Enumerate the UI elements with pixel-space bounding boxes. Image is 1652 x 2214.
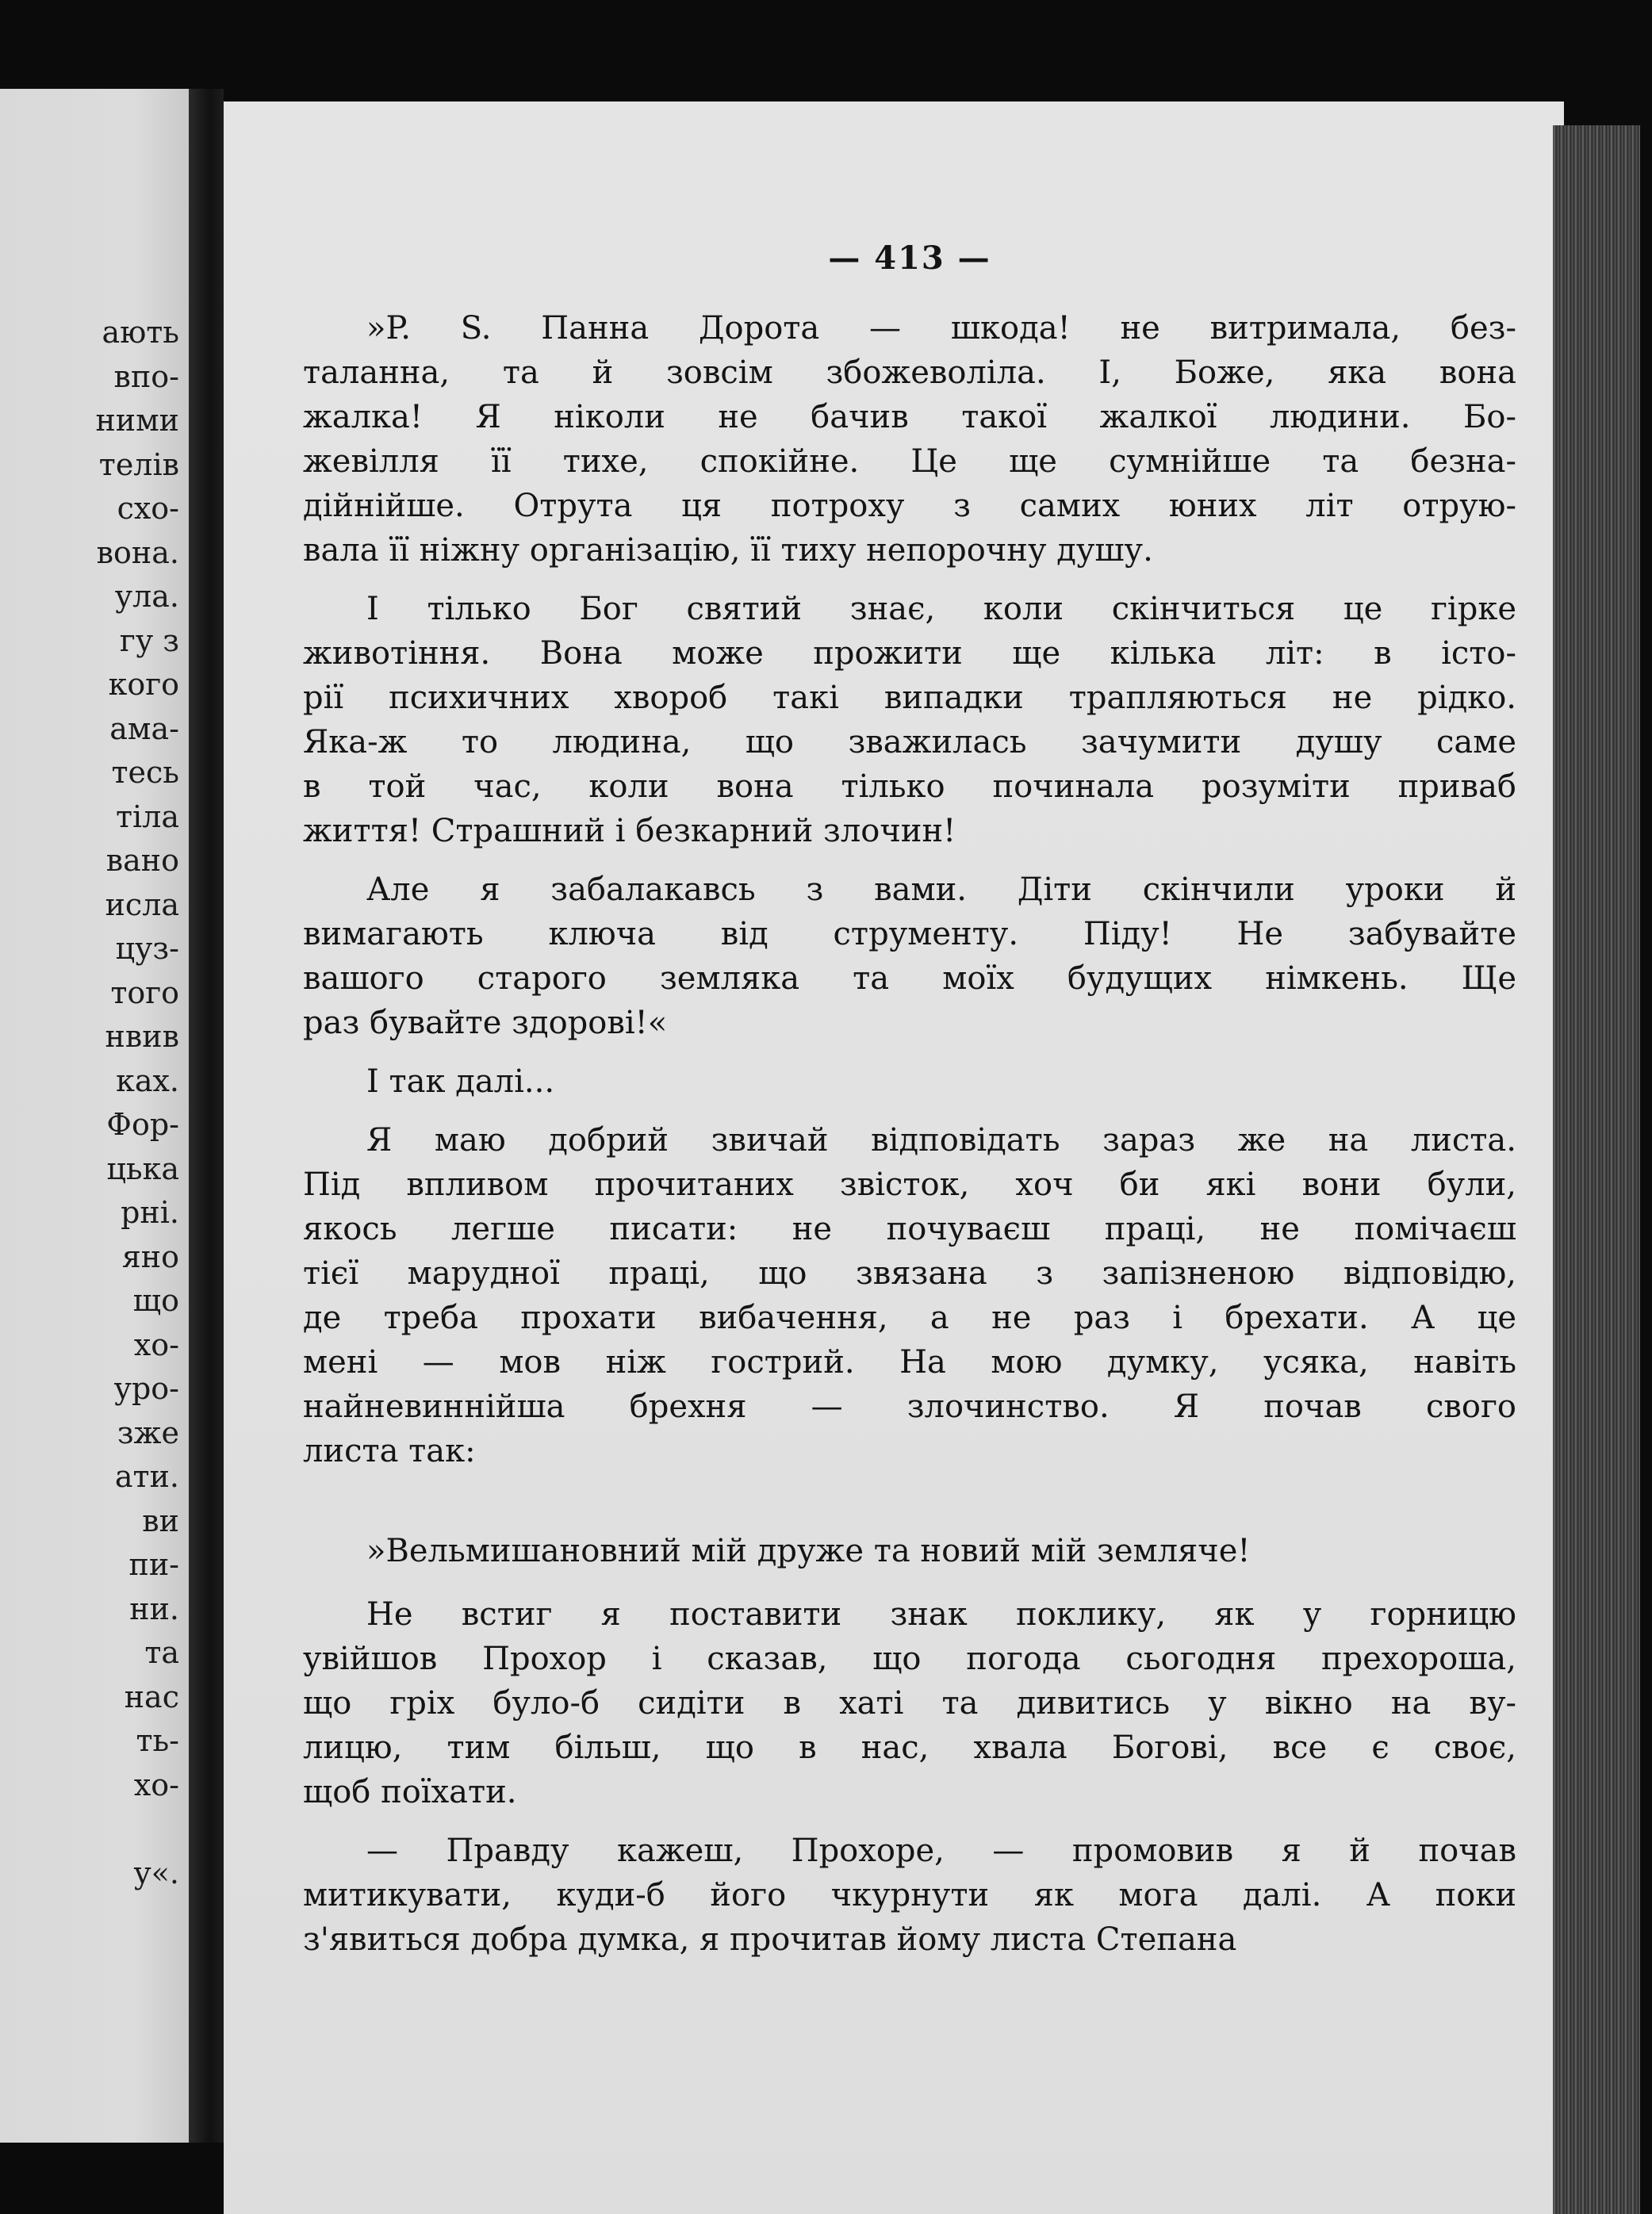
left-page-line: тіла xyxy=(116,799,179,834)
paragraph xyxy=(303,306,1516,573)
text-line: дійнійше. Отрута ця потроху з самих юних літ отрую- xyxy=(303,488,1516,524)
paragraph xyxy=(303,868,1516,1045)
main-page xyxy=(224,102,1564,2214)
text-line: вимагають ключа від струменту. Піду! Не забувайте xyxy=(303,916,1516,952)
left-page-line: ними xyxy=(95,403,179,438)
text-line: вашого старого земляка та моїх будущих німкень. Ще xyxy=(303,960,1516,997)
text-line: увійшов Прохор і сказав, що погода сьогодня прехороша, xyxy=(303,1641,1516,1677)
left-page-line: та xyxy=(144,1635,179,1670)
left-page-line: зже xyxy=(117,1415,179,1450)
left-page-line: впо- xyxy=(113,358,179,394)
left-page-line: Фор- xyxy=(106,1107,179,1142)
paragraph xyxy=(303,1829,1516,1962)
text-line: таланна, та й зовсім збожеволіла. І, Боже, яка вона xyxy=(303,354,1516,391)
left-page-line: кого xyxy=(108,667,179,702)
letter-salutation: »Вельмишановний мій друже та новий мій земляче! xyxy=(366,1533,1251,1569)
text-line: щоб поїхати. xyxy=(303,1774,517,1810)
text-line: Але я забалакавсь з вами. Діти скінчили уроки й xyxy=(366,871,1516,908)
text-line: мені — мов ніж гострий. На мою думку, усяка, навіть xyxy=(303,1344,1516,1381)
text-line: Яка-ж то людина, що зважилась зачумити душу саме xyxy=(303,724,1516,760)
text-line: лицю, тим більш, що в нас, хвала Богові, все є своє, xyxy=(303,1729,1516,1766)
text-line: вала її ніжну організацію, її тиху непорочну душу. xyxy=(303,532,1153,569)
book-gutter xyxy=(189,89,224,2143)
left-page-line: ають xyxy=(102,315,179,350)
left-page-line: ках. xyxy=(116,1063,179,1098)
left-page-line: нас xyxy=(124,1679,179,1714)
text-line: І так далі... xyxy=(366,1063,555,1100)
page-stack-edges xyxy=(1553,125,1640,2214)
text-line: Я маю добрий звичай відповідать зараз же на листа. xyxy=(366,1122,1516,1159)
left-page-line: ама- xyxy=(109,711,179,746)
left-page-line: цька xyxy=(106,1151,179,1186)
left-page-line: вона. xyxy=(96,534,179,570)
text-line: Не встиг я поставити знак поклику, як у горницю xyxy=(366,1596,1516,1633)
text-line: »P. S. Панна Дорота — шкода! не витримала, без- xyxy=(366,310,1516,347)
left-page xyxy=(0,89,190,2143)
left-page-line: рні. xyxy=(121,1195,179,1230)
text-line: в той час, коли вона тілько починала розуміти приваб xyxy=(303,768,1516,805)
paragraphs-after xyxy=(303,1592,1516,1962)
text-line: найневиннійша брехня — злочинство. Я почав свого xyxy=(303,1389,1516,1425)
text-line: рії психичних хвороб такі випадки трапляються не рідко. xyxy=(303,680,1516,716)
left-page-line: цуз- xyxy=(115,931,179,966)
paragraph xyxy=(303,587,1516,853)
text-line: тієї марудної праці, що звязана з запізненою відповідю, xyxy=(303,1255,1516,1292)
text-line: з'явиться добра думка, я прочитав йому листа Степана xyxy=(303,1921,1237,1958)
left-page-line: ви xyxy=(142,1503,179,1538)
text-line: жалка! Я ніколи не бачив такої жалкої людини. Бо- xyxy=(303,399,1516,435)
left-page-line: того xyxy=(110,975,179,1010)
left-page-line: ни. xyxy=(129,1591,179,1626)
page-number: — 413 — xyxy=(828,239,991,277)
left-page-line: яно xyxy=(121,1239,179,1274)
left-page-line: исла xyxy=(105,887,179,922)
text-line: животіння. Вона може прожити ще кілька літ: в істо- xyxy=(303,635,1516,672)
text-line: якось легше писати: не почуваєш праці, не помічаєш xyxy=(303,1211,1516,1247)
paragraphs-before xyxy=(303,306,1516,1473)
paragraph xyxy=(303,1059,1516,1104)
text-line: де треба прохати вибачення, а не раз і брехати. А це xyxy=(303,1300,1516,1336)
left-page-line: пи- xyxy=(128,1547,179,1582)
left-page-line: уро- xyxy=(113,1371,179,1406)
text-line: що гріх було-б сидіти в хаті та дивитись у вікно на ву- xyxy=(303,1685,1516,1722)
text-line: Під впливом прочитаних звісток, хоч би які вони були, xyxy=(303,1166,1516,1203)
left-page-line: телів xyxy=(98,446,179,482)
text-line: — Правду кажеш, Прохоре, — промовив я й почав xyxy=(366,1833,1516,1869)
letter-spacer xyxy=(303,1488,1516,1527)
paragraph xyxy=(303,1118,1516,1473)
text-line: І тілько Бог святий знає, коли скінчиться це гірке xyxy=(366,591,1516,627)
text-line: життя! Страшний і безкарний злочин! xyxy=(303,813,956,849)
page-text xyxy=(303,235,1516,1976)
left-page-line: ула. xyxy=(114,579,179,614)
left-page-line: що xyxy=(132,1283,179,1318)
left-page-line: у«. xyxy=(133,1855,179,1890)
left-page-line: хо- xyxy=(133,1767,179,1802)
left-page-line: тесь xyxy=(111,755,179,790)
left-page-line: ати. xyxy=(114,1459,179,1494)
left-page-line xyxy=(95,1807,179,1852)
paragraph xyxy=(303,1592,1516,1814)
left-page-line: ть- xyxy=(136,1723,179,1758)
text-line: листа так: xyxy=(303,1433,476,1469)
text-line: жевілля її тихе, спокійне. Це ще сумнійше та безна- xyxy=(303,443,1516,480)
text-line: митикувати, куди-б його чкурнути як мога далі. А поки xyxy=(303,1877,1516,1913)
left-page-line: вано xyxy=(105,843,179,878)
left-page-line: хо- xyxy=(133,1327,179,1362)
left-page-line: нвив xyxy=(105,1019,179,1054)
left-page-line: схо- xyxy=(117,491,179,526)
left-page-line: гу з xyxy=(119,622,179,658)
text-line: раз бувайте здорові!« xyxy=(303,1005,668,1041)
left-page-text xyxy=(95,311,179,1895)
